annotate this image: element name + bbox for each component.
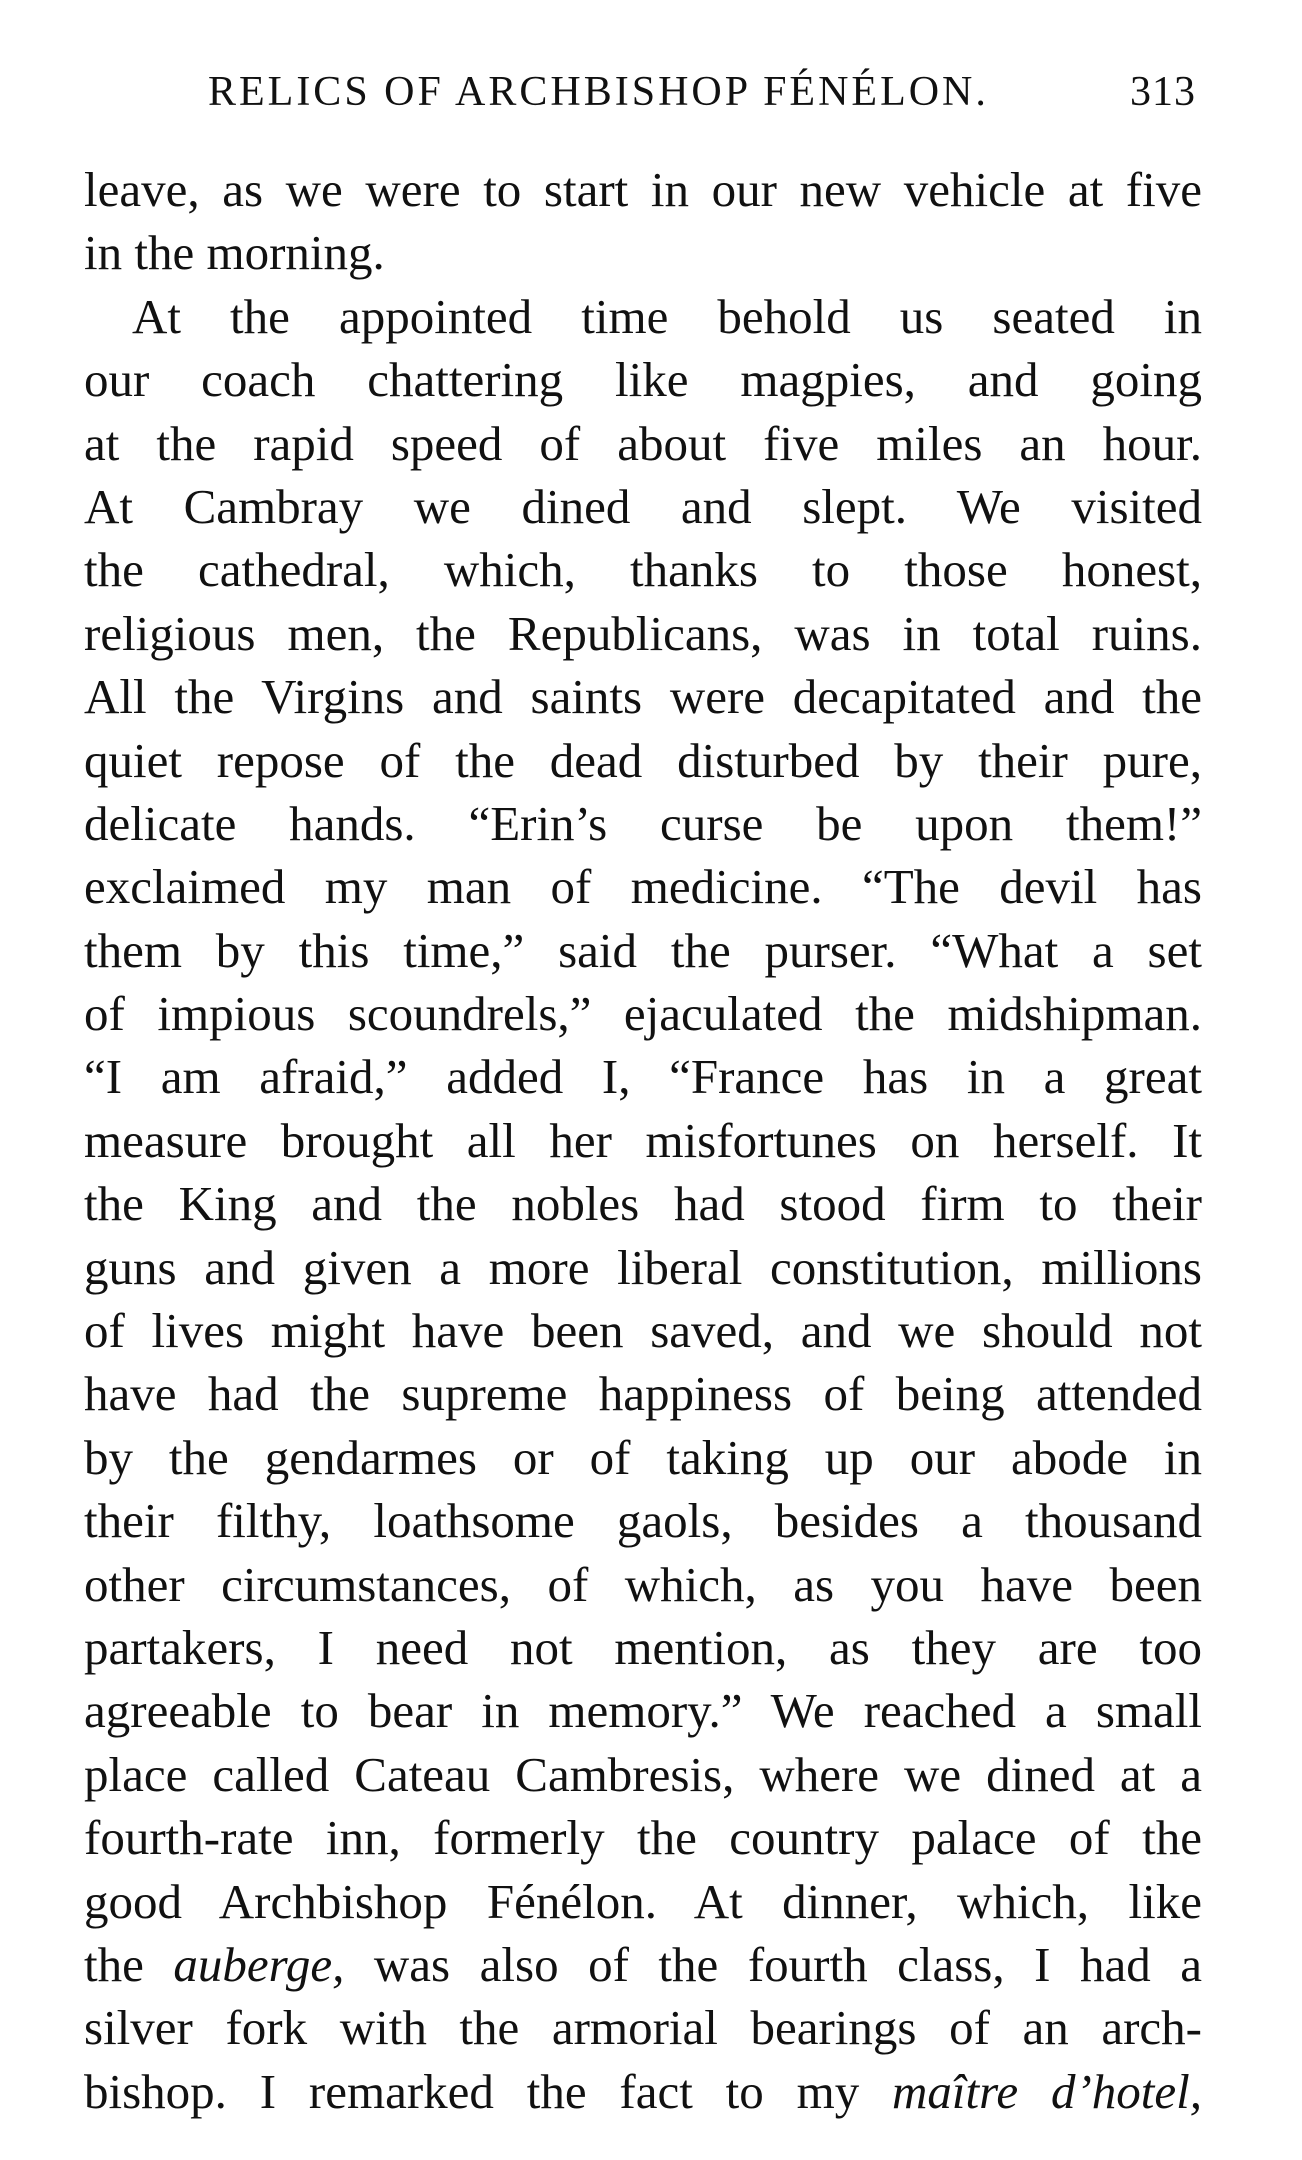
text-line: of impious scoundrels,” ejaculated the midshipman. [84,986,1202,1042]
body-text [84,158,1202,2123]
text-line: leave, as we were to start in our new vehicle at five [84,162,1202,217]
text-line: All the Virgins and saints were decapitated and the [84,669,1202,725]
running-title: RELICS OF ARCHBISHOP FÉNÉLON. [208,69,989,115]
text-line: delicate hands. “Erin’s curse be upon them!” [84,795,1202,851]
running-header [0,62,1302,122]
text-run: the [84,1936,174,1992]
text-run: bishop. I remarked the fact to my [84,2063,893,2119]
text-line: guns and given a more liberal constitution, millions [84,1239,1202,1295]
text-line: place called Cateau Cambresis, where we dined at a [84,1746,1202,1802]
text-line [84,2060,1202,2123]
text-line: At Cambray we dined and slept. We visited [84,478,1202,534]
text-line: the King and the nobles had stood firm to their [84,1176,1202,1232]
text-line: fourth-rate inn, formerly the country palace of the [84,1810,1202,1866]
text-line: by the gendarmes or of taking up our abode in [84,1429,1202,1485]
text-line: At the appointed time behold us seated in [132,288,1202,344]
text-run: was also of the fourth class, I had a [344,1936,1202,1992]
italic-word: auberge, [173,1936,345,1992]
text-line: quiet repose of the dead disturbed by their pure, [84,732,1202,788]
text-line: “I am afraid,” added I, “France has in a great [84,1049,1202,1105]
text-line: exclaimed my man of medicine. “The devil has [84,859,1202,915]
text-line [84,1933,1202,1996]
text-line: religious men, the Republicans, was in total ruins. [84,605,1202,661]
text-line: measure brought all her misfortunes on herself. It [84,1112,1202,1168]
text-line: partakers, I need not mention, as they are too [84,1619,1202,1675]
text-line: silver fork with the armorial bearings of an arch- [84,2000,1202,2056]
text-line: their filthy, loathsome gaols, besides a thousand [84,1493,1202,1549]
text-line: at the rapid speed of about five miles an hour. [84,415,1202,471]
text-line: other circumstances, of which, as you have been [84,1556,1202,1612]
page-number: 313 [1130,69,1196,115]
text-line: the cathedral, which, thanks to those honest, [84,542,1202,598]
text-line: have had the supreme happiness of being attended [84,1366,1202,1422]
text-line: agreeable to bear in memory.” We reached a small [84,1683,1202,1739]
text-line: them by this time,” said the purser. “What a set [84,922,1202,978]
text-line: of lives might have been saved, and we should not [84,1303,1202,1359]
text-line: good Archbishop Fénélon. At dinner, which, like [84,1873,1202,1929]
italic-phrase: maître d’hotel, [892,2063,1203,2119]
text-line: our coach chattering like magpies, and going [84,352,1202,408]
text-line: in the morning. [84,225,385,281]
